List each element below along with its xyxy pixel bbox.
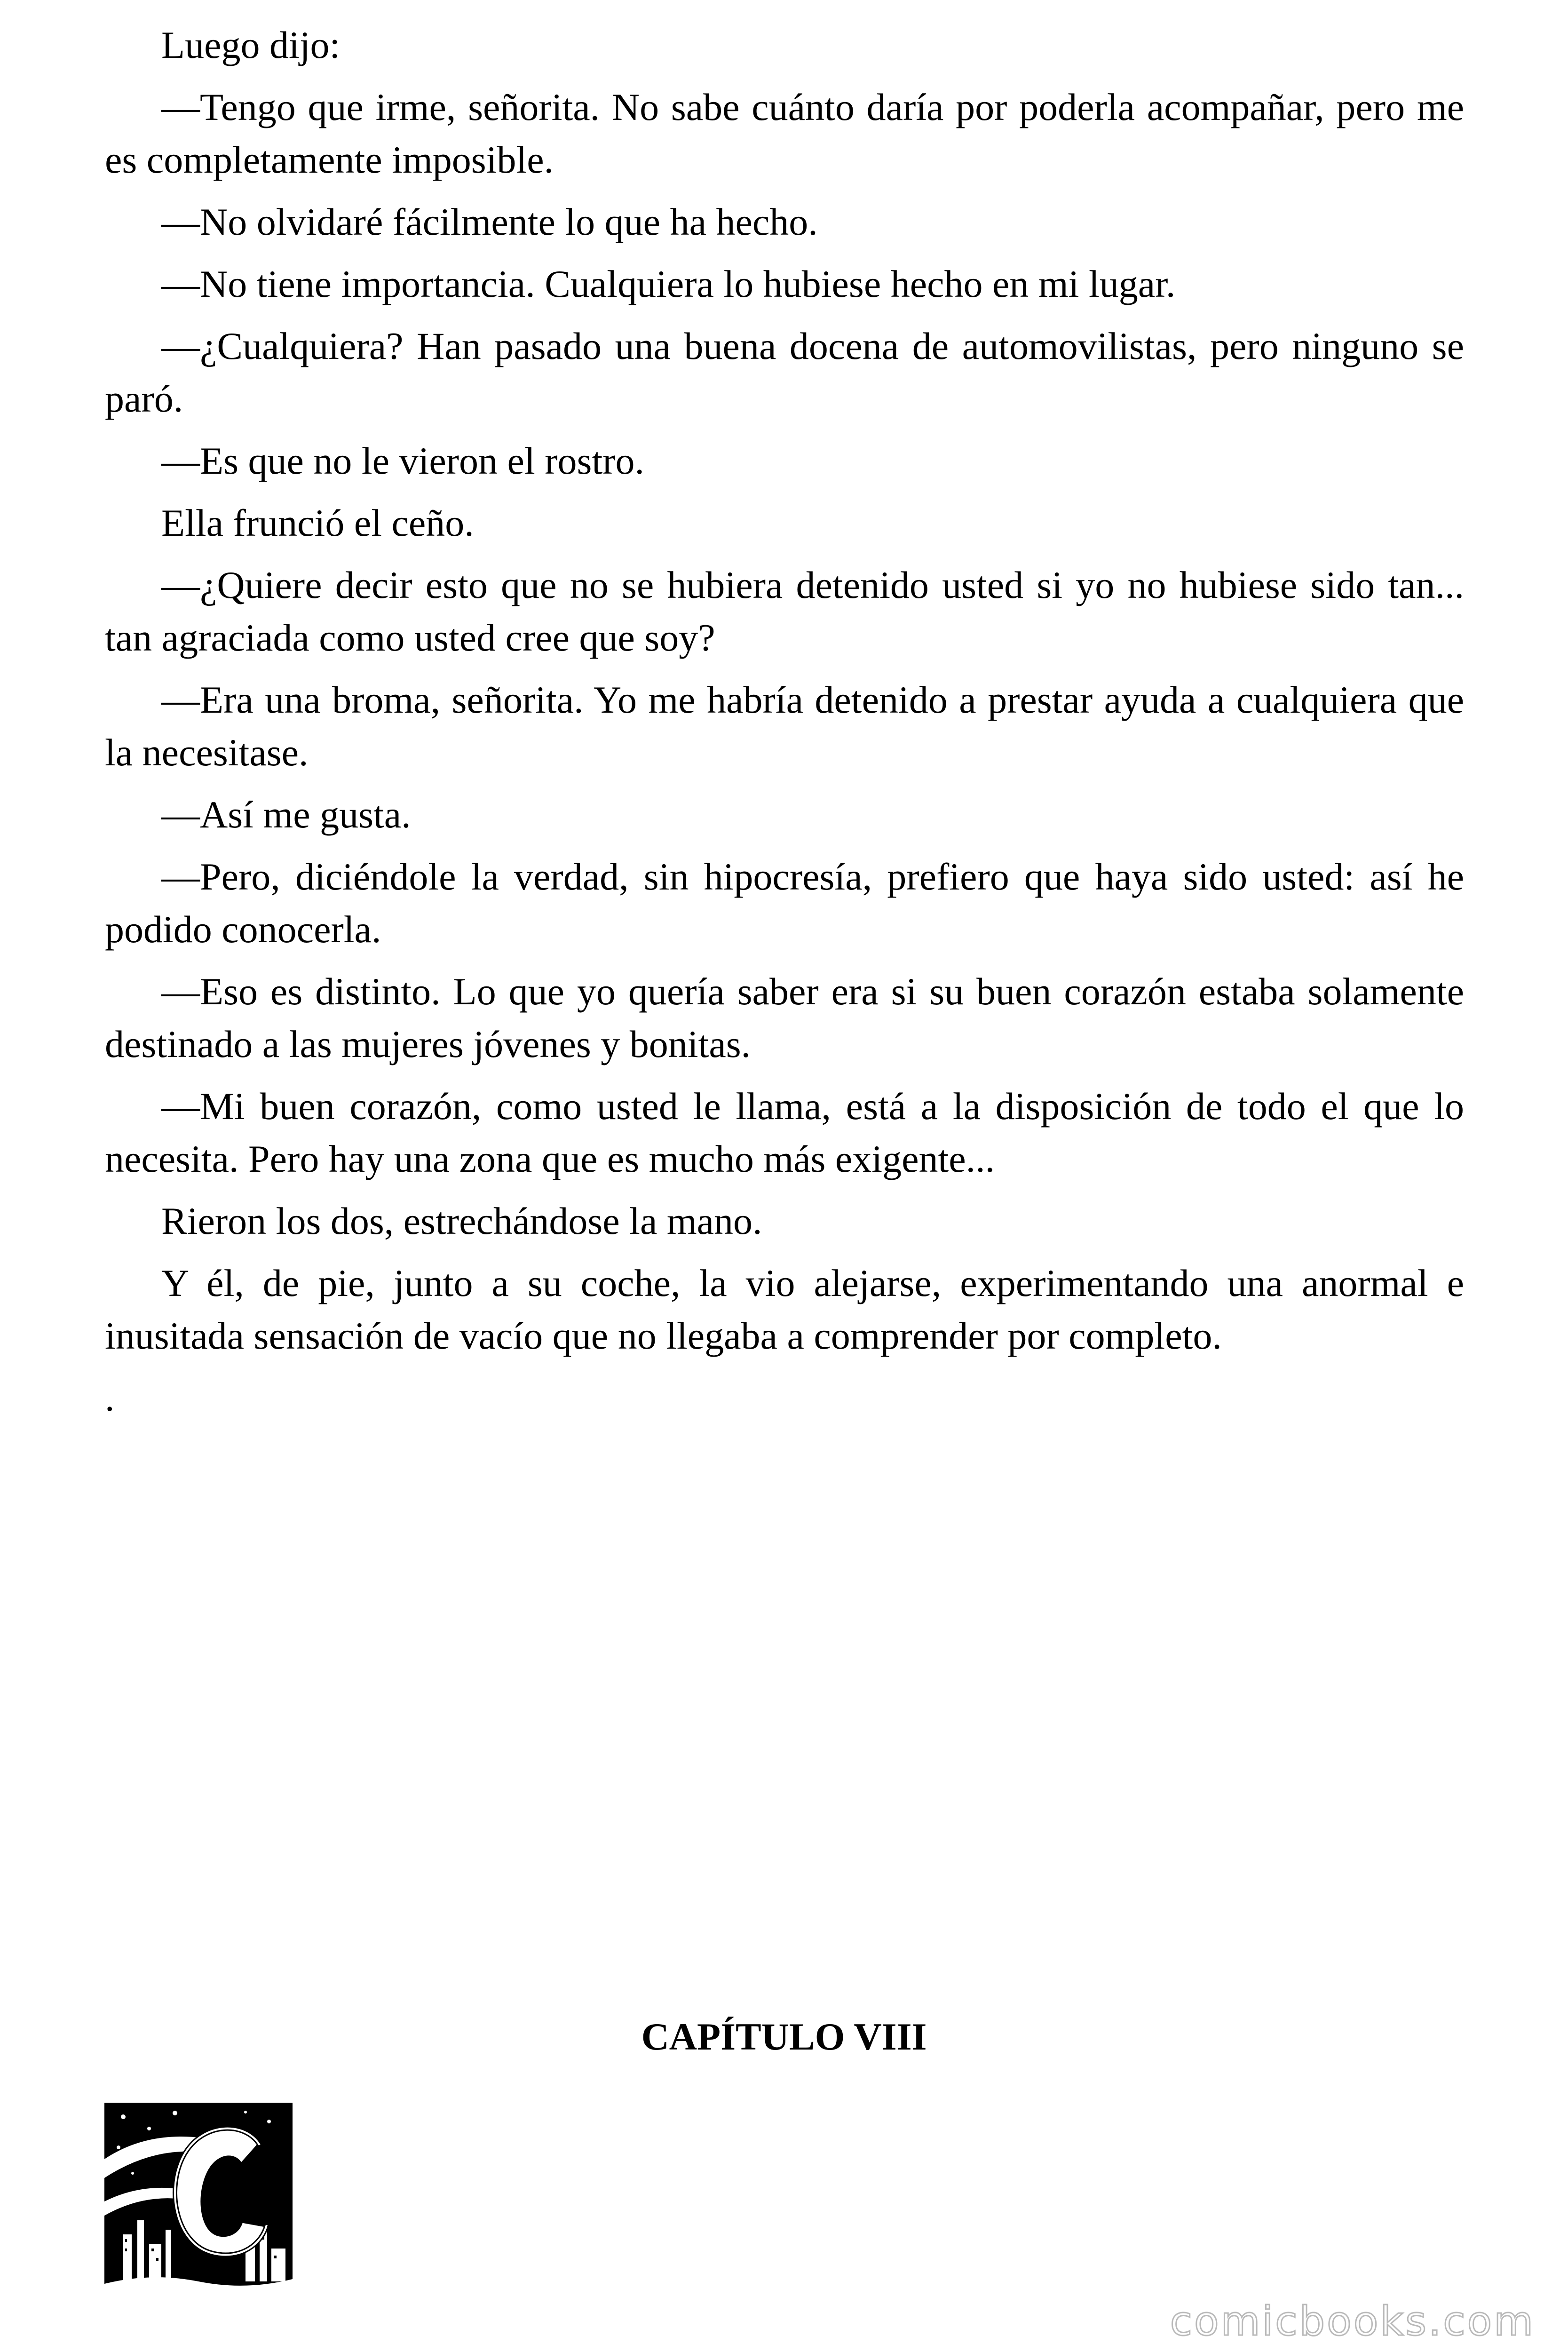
chapter-heading: CAPÍTULO VIII xyxy=(641,2015,927,2058)
paragraph: —Así me gusta. xyxy=(161,793,411,836)
paragraph: —¿Quiere decir esto que no se hubiera detenido usted si yo no hubiese sido tan... tan agraciada como usted cree que soy? xyxy=(105,564,1464,659)
paragraph: —Mi buen corazón, como usted le llama, está a la disposición de todo el que lo necesita. Pero hay una zona que es mucho más exigente... xyxy=(105,1085,1464,1180)
stray-mark: . xyxy=(105,1376,115,1419)
paragraph: —Es que no le vieron el rostro. xyxy=(161,439,645,482)
watermark: comicbooks.com xyxy=(1170,2298,1535,2345)
body-text xyxy=(105,19,1464,1424)
paragraph: —No olvidaré fácilmente lo que ha hecho. xyxy=(161,200,818,243)
comic-c-logo-icon xyxy=(104,2103,293,2291)
paragraph: —Tengo que irme, señorita. No sabe cuánto daría por poderla acompañar, pero me es completamente imposible. xyxy=(105,86,1464,181)
paragraph: Ella frunció el ceño. xyxy=(161,501,474,544)
paragraph: —Eso es distinto. Lo que yo quería saber era si su buen corazón estaba solamente destinado a las mujeres jóvenes y bonitas. xyxy=(105,970,1464,1065)
paragraph: —¿Cualquiera? Han pasado una buena docena de automovilistas, pero ninguno se paró. xyxy=(105,325,1464,420)
paragraph: Y él, de pie, junto a su coche, la vio alejarse, experimentando una anormal e inusitada sensación de vacío que no llegaba a comprender por completo. xyxy=(105,1262,1464,1357)
paragraph: —No tiene importancia. Cualquiera lo hubiese hecho en mi lugar. xyxy=(161,262,1176,305)
paragraph: —Era una broma, señorita. Yo me habría detenido a prestar ayuda a cualquiera que la necesitase. xyxy=(105,678,1464,774)
paragraph: —Pero, diciéndole la verdad, sin hipocresía, prefiero que haya sido usted: así he podido conocerla. xyxy=(105,855,1464,951)
paragraph: Luego dijo: xyxy=(161,24,341,66)
paragraph: Rieron los dos, estrechándose la mano. xyxy=(161,1200,762,1242)
